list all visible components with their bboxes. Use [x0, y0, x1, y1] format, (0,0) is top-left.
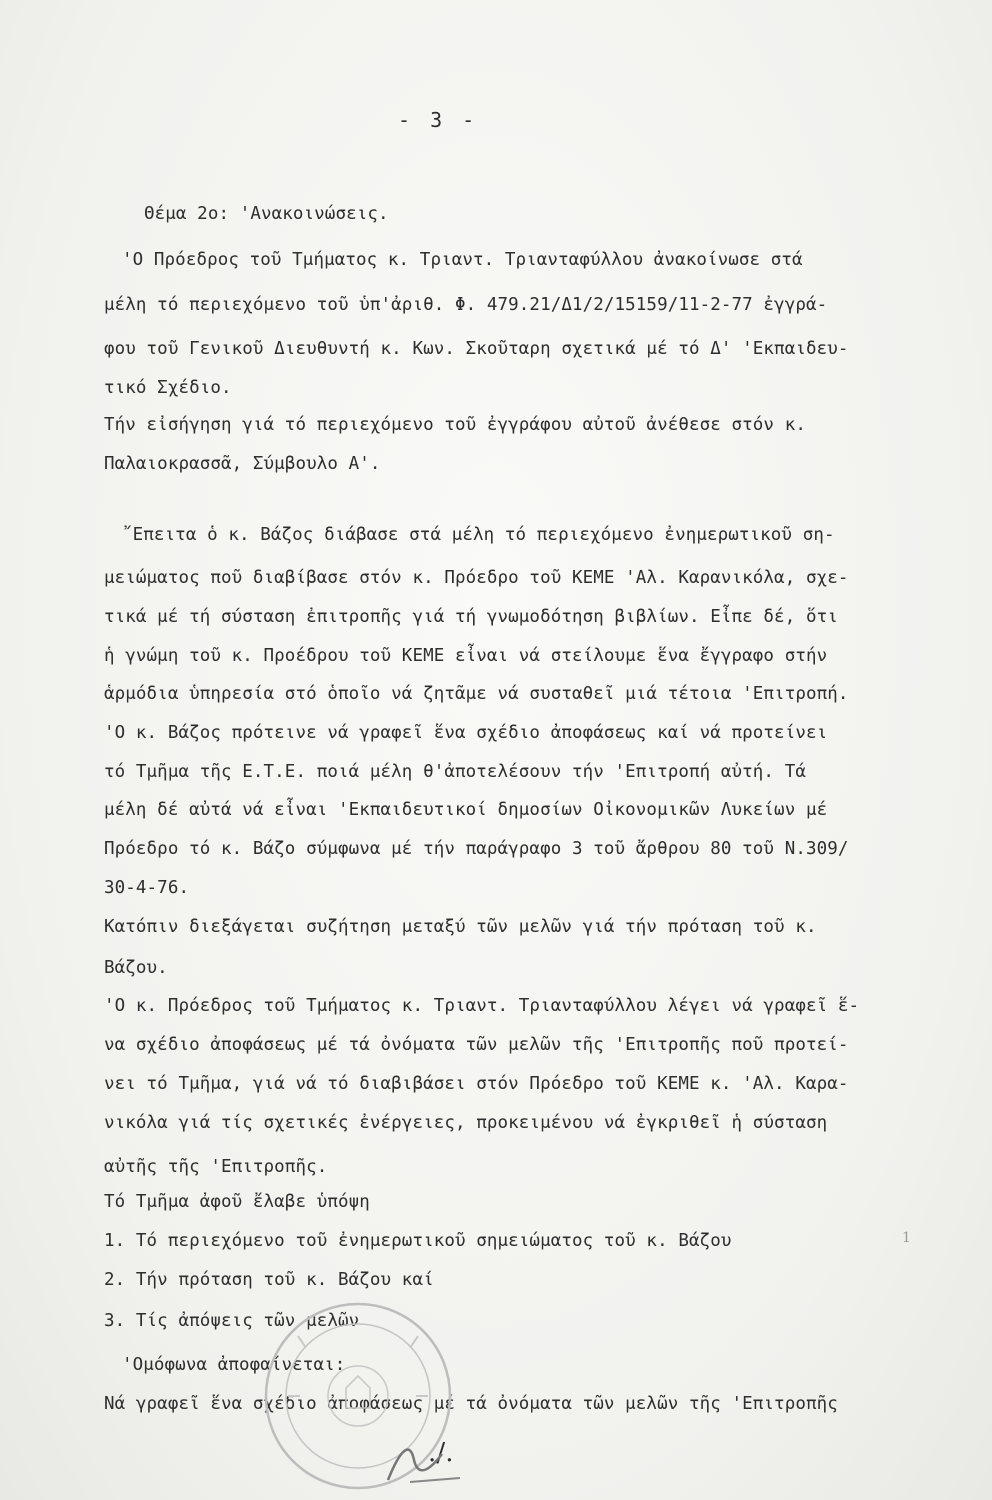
text-line: νικόλα γιά τίς σχετικές ἐνέργειες, προκειμένου νά ἐγκριθεῖ ἡ σύσταση — [104, 1113, 828, 1133]
text-line: τικό Σχέδιο. — [104, 378, 232, 398]
text-line: Τό Τμῆμα ἀφοῦ ἔλαβε ὑπόψη — [104, 1192, 370, 1212]
text-line: μειώματος ποῦ διαβίβασε στόν κ. Πρόεδρο τοῦ ΚΕΜΕ 'Αλ. Καρανικόλα, σχε- — [104, 568, 849, 588]
text-line: φου τοῦ Γενικοῦ Διευθυντή κ. Κων. Σκοῦταρη σχετικά μέ τό Δ' 'Εκπαιδευ- — [104, 339, 849, 359]
text-line: Τήν εἰσήγηση γιά τό περιεχόμενο τοῦ ἐγγράφου αὐτοῦ ἀνέθεσε στόν κ. — [104, 415, 806, 435]
list-item: 3. Τίς ἀπόψεις τῶν μελῶν — [104, 1311, 360, 1331]
text-line: ἡ γνώμη τοῦ κ. Προέδρου τοῦ ΚΕΜΕ εἶναι νά στείλουμε ἕνα ἔγγραφο στήν — [104, 646, 828, 666]
text-line: τικά μέ τή σύσταση ἐπιτροπῆς γιά τή γνωμοδότηση βιβλίων. Εἶπε δέ, ὅτι — [104, 607, 838, 627]
text-line: Κατόπιν διεξάγεται συζήτηση μεταξύ τῶν μελῶν γιά τήν πρόταση τοῦ κ. — [104, 917, 817, 937]
text-line: τό Τμῆμα τῆς Ε.Τ.Ε. ποιά μέλη θ'ἀποτελέσουν τήν 'Επιτροπή αὐτή. Τά — [104, 762, 806, 782]
text-line: Παλαιοκρασσᾶ, Σύμβουλο Α'. — [104, 454, 381, 474]
text-line: ἁρμόδια ὑπηρεσία στό ὁποῖο νά ζητᾶμε νά συσταθεῖ μιά τέτοια 'Επιτροπή. — [104, 684, 849, 704]
text-line: 'Ο κ. Πρόεδρος τοῦ Τμήματος κ. Τριαντ. Τριανταφύλλου λέγει νά γραφεῖ ἕ- — [104, 996, 860, 1016]
text-line: 'Ο κ. Βάζος πρότεινε νά γραφεῖ ἕνα σχέδιο ἀποφάσεως καί νά προτείνει — [104, 723, 828, 743]
text-line: μέλη δέ αὐτά νά εἶναι 'Εκπαιδευτικοί δημοσίων Οἰκονομικῶν Λυκείων μέ — [104, 800, 828, 820]
text-line: 30-4-76. — [104, 878, 190, 898]
text-line: αὐτῆς τῆς 'Επιτροπῆς. — [104, 1157, 328, 1177]
text-line: 'Ομόφωνα ἀποφαίνεται: — [122, 1355, 346, 1375]
text-line: Θέμα 2ο: 'Ανακοινώσεις. — [144, 204, 389, 224]
text-line: ῎Επειτα ὁ κ. Βάζος διάβασε στά μέλη τό περιεχόμενο ἐνημερωτικοῦ ση- — [122, 525, 835, 545]
list-item: 1. Τό περιεχόμενο τοῦ ἐνημερωτικοῦ σημειώματος τοῦ κ. Βάζου — [104, 1231, 732, 1251]
margin-mark: 1 — [902, 1230, 912, 1246]
continuation-mark: ./. — [428, 1438, 454, 1468]
text-line: νει τό Τμῆμα, γιά νά τό διαβιβάσει στόν Πρόεδρο τοῦ ΚΕΜΕ κ. 'Αλ. Καρα- — [104, 1074, 849, 1094]
text-line: μέλη τό περιεχόμενο τοῦ ὑπ'ἀριθ. Φ. 479.21/Δ1/2/15159/11-2-77 ἐγγρά- — [104, 295, 828, 315]
list-item: 2. Τήν πρόταση τοῦ κ. Βάζου καί — [104, 1270, 434, 1290]
text-line: να σχέδιο ἀποφάσεως μέ τά ὀνόματα τῶν μελῶν τῆς 'Επιτροπῆς ποῦ προτεί- — [104, 1035, 849, 1055]
signature-mark — [380, 1420, 490, 1490]
text-line: 'Ο Πρόεδρος τοῦ Τμήματος κ. Τριαντ. Τριανταφύλλου ἀνακοίνωσε στά — [122, 250, 803, 270]
text-line: Πρόεδρο τό κ. Βάζο σύμφωνα μέ τήν παράγραφο 3 τοῦ ἄρθρου 80 τοῦ Ν.309/ — [104, 839, 849, 859]
text-line: Νά γραφεῖ ἕνα σχέδιο ἀποφάσεως μέ τά ὀνόματα τῶν μελῶν τῆς 'Επιτροπῆς — [104, 1394, 838, 1414]
page-number: - 3 - — [398, 108, 479, 132]
text-line: Βάζου. — [104, 958, 168, 978]
